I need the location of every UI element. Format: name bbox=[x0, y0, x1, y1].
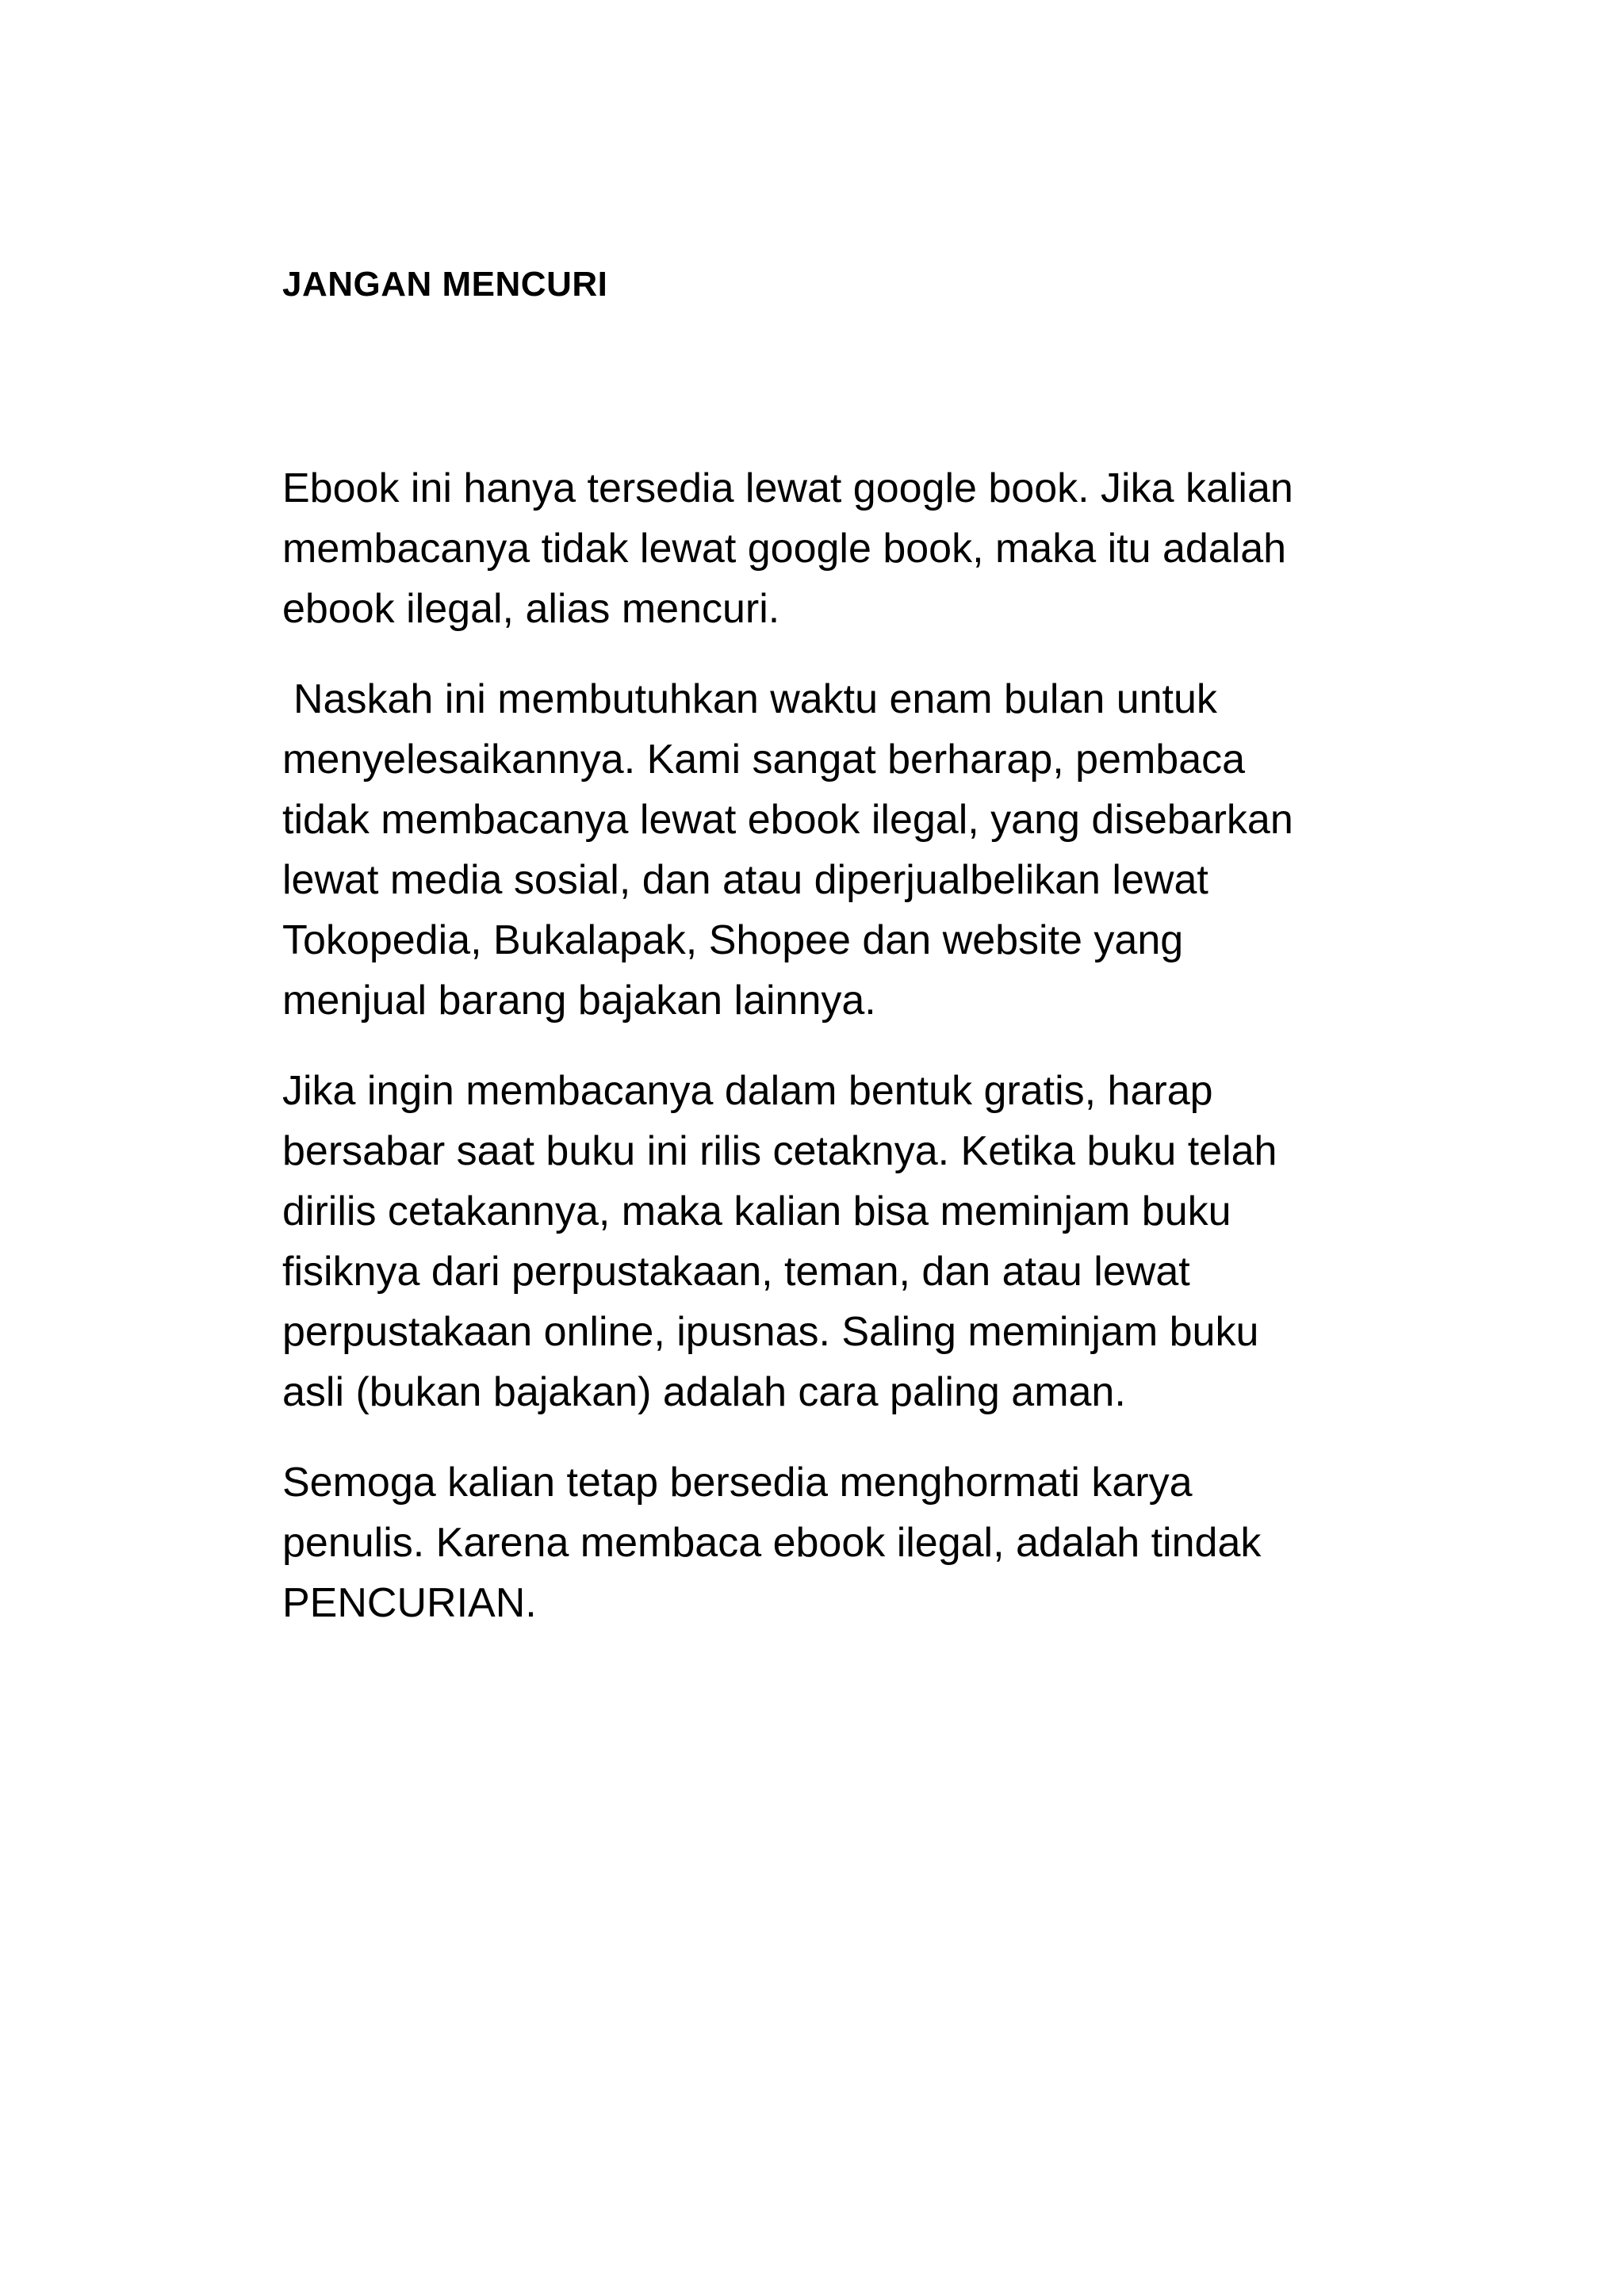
paragraph-closing: Semoga kalian tetap bersedia menghormati karya penulis. Karena membaca ebook ilegal, adalah tindak PENCURIAN. bbox=[282, 1460, 1262, 1626]
document-content bbox=[282, 254, 1337, 1663]
document-body bbox=[282, 458, 1337, 1633]
paragraph-free-reading: Jika ingin membacanya dalam bentuk gratis, harap bersabar saat buku ini rilis cetaknya. Ketika buku telah dirilis cetakannya, maka kalian bisa meminjam buku fisiknya dari perpustakaan, teman, dan atau lewat perpustakaan online, ipusnas. Saling meminjam buku asli (bukan bajakan) adalah cara paling aman. bbox=[282, 1068, 1277, 1415]
paragraph-availability: Ebook ini hanya tersedia lewat google book. Jika kalian membacanya tidak lewat google book, maka itu adalah ebook ilegal, alias mencuri. bbox=[282, 465, 1293, 632]
document-title: JANGAN MENCURI bbox=[282, 265, 608, 304]
paragraph-effort: Naskah ini membutuhkan waktu enam bulan untuk menyelesaikannya. Kami sangat berharap, pembaca tidak membacanya lewat ebook ilegal, yang disebarkan lewat media sosial, dan atau diperjualbelikan lewat Tokopedia, Bukalapak, Shopee dan website yang menjual barang bajakan lainnya. bbox=[282, 676, 1293, 1024]
